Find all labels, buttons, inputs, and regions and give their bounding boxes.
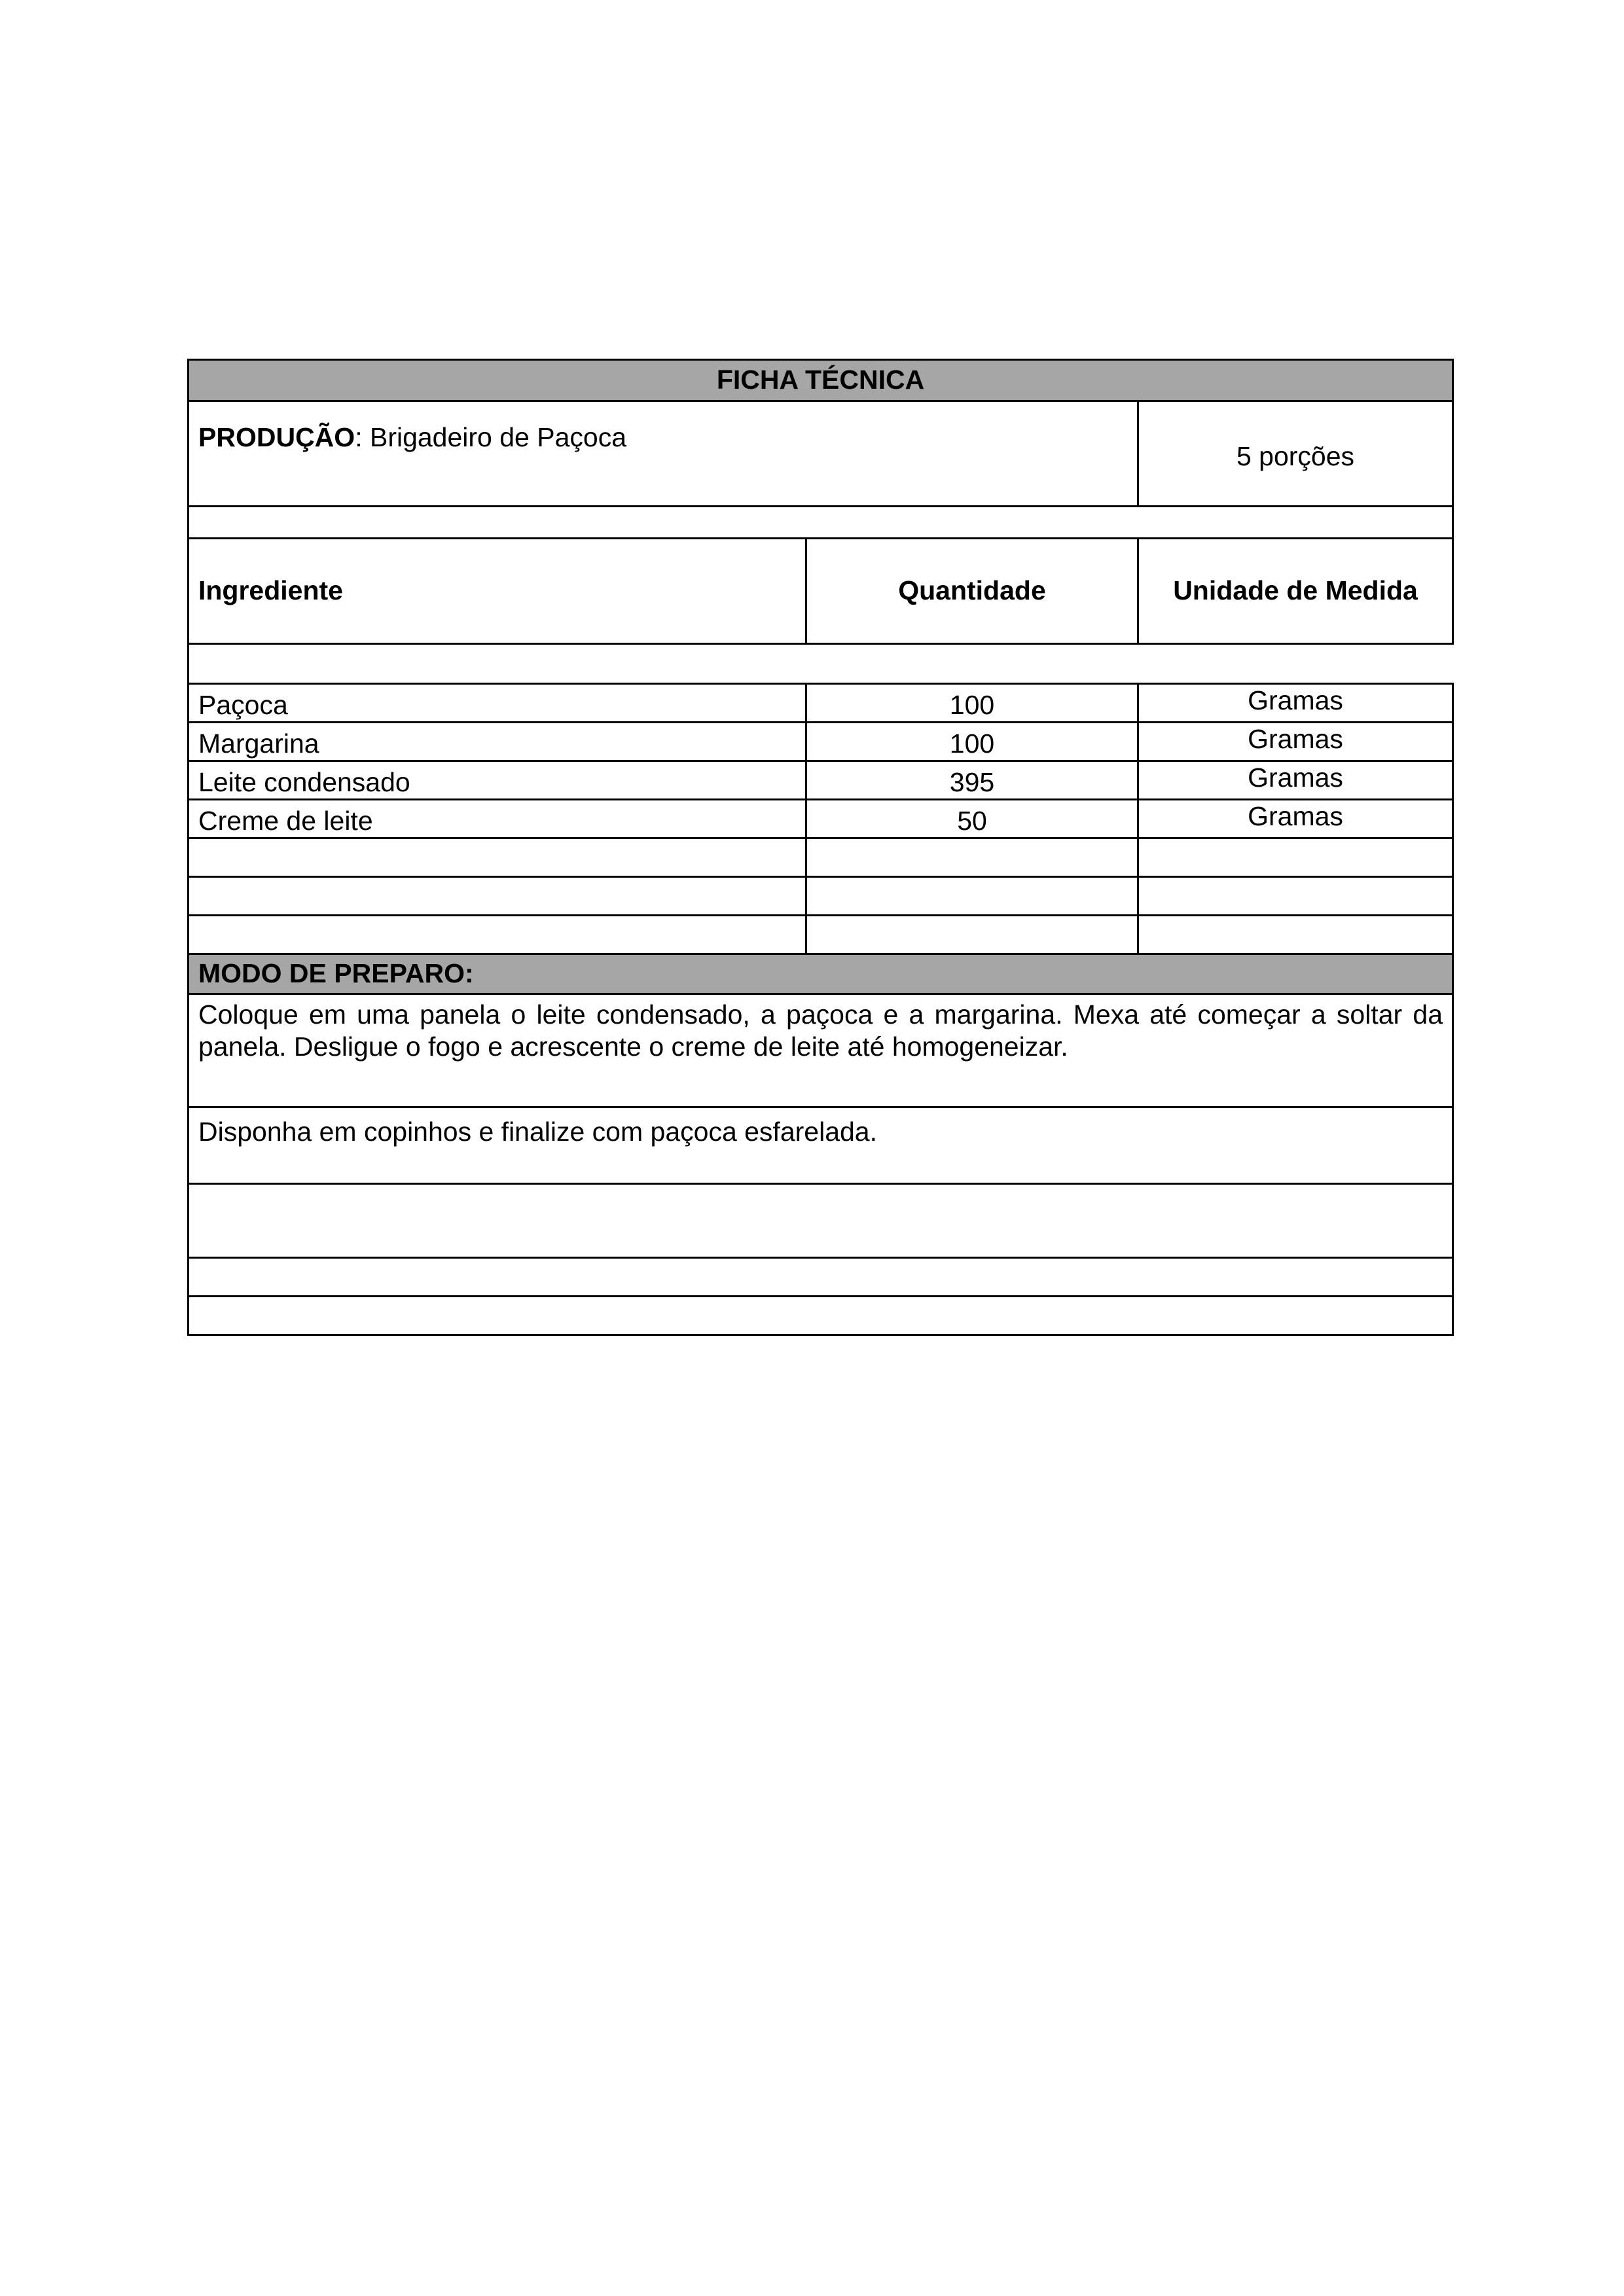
ingredient-unit: Gramas (1138, 684, 1453, 723)
preparo-step-row (189, 994, 1453, 1107)
ingredient-row (189, 800, 1453, 838)
empty-cell (806, 916, 1138, 954)
ingredient-unit: Gramas (1138, 800, 1453, 838)
ingredient-unit: Gramas (1138, 723, 1453, 761)
preparo-step-2: Disponha em copinhos e finalize com paçoca esfarelada. (189, 1107, 1453, 1184)
spacer-row (189, 507, 1453, 539)
portions: 5 porções (1138, 401, 1453, 507)
empty-cell (189, 1184, 1453, 1258)
header-ingrediente: Ingrediente (189, 539, 806, 644)
recipe-sheet-table (187, 359, 1454, 1336)
ingredient-name: Leite condensado (189, 761, 806, 800)
empty-ingredient-row (189, 838, 1453, 877)
preparo-step-row (189, 1107, 1453, 1184)
production-value: : Brigadeiro de Paçoca (355, 422, 626, 452)
production-row (189, 401, 1453, 507)
preparo-title: MODO DE PREPARO: (189, 954, 1453, 994)
production-label: PRODUÇÃO (198, 422, 355, 452)
empty-cell (189, 1297, 1453, 1335)
empty-preparo-row (189, 1258, 1453, 1297)
empty-ingredient-row (189, 877, 1453, 916)
ingredient-row (189, 761, 1453, 800)
production-cell (189, 401, 1138, 507)
empty-cell (1138, 916, 1453, 954)
ingredient-name: Paçoca (189, 684, 806, 723)
empty-cell (189, 838, 806, 877)
header-quantidade: Quantidade (806, 539, 1138, 644)
empty-preparo-row (189, 1297, 1453, 1335)
sheet-title: FICHA TÉCNICA (189, 360, 1453, 401)
empty-cell (189, 916, 806, 954)
spacer-row-2 (189, 644, 1453, 684)
preparo-step-1: Coloque em uma panela o leite condensado, a paçoca e a margarina. Mexa até começar a soltar da panela. Desligue o fogo e acrescente o creme de leite até homogeneizar. (189, 994, 1453, 1107)
spacer-cell-2 (189, 644, 1453, 684)
ingredient-row (189, 684, 1453, 723)
ingredient-name: Margarina (189, 723, 806, 761)
spacer-cell (189, 507, 1453, 539)
empty-cell (806, 877, 1138, 916)
empty-cell (806, 838, 1138, 877)
ingredient-qty: 395 (806, 761, 1138, 800)
header-row (189, 539, 1453, 644)
preparo-title-row (189, 954, 1453, 994)
empty-cell (1138, 838, 1453, 877)
ingredient-name: Creme de leite (189, 800, 806, 838)
title-row (189, 360, 1453, 401)
ingredient-row (189, 723, 1453, 761)
empty-cell (1138, 877, 1453, 916)
ingredient-unit: Gramas (1138, 761, 1453, 800)
header-unidade: Unidade de Medida (1138, 539, 1453, 644)
ingredient-qty: 50 (806, 800, 1138, 838)
empty-cell (189, 877, 806, 916)
empty-preparo-row (189, 1184, 1453, 1258)
ingredient-qty: 100 (806, 684, 1138, 723)
ingredient-qty: 100 (806, 723, 1138, 761)
empty-cell (189, 1258, 1453, 1297)
empty-ingredient-row (189, 916, 1453, 954)
